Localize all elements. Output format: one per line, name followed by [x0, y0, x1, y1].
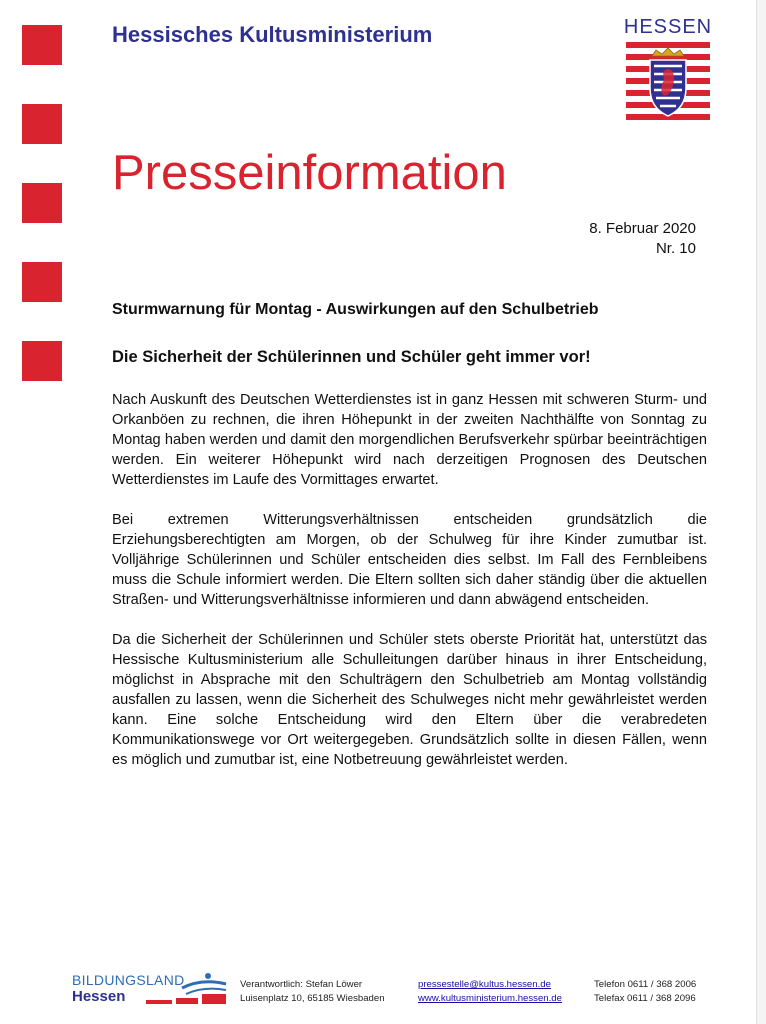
bildungsland-logo — [72, 972, 232, 1008]
responsible-person: Verantwortlich: Stefan Löwer — [240, 979, 363, 990]
paragraph: Da die Sicherheit der Schülerinnen und Schüler stets oberste Priorität hat, unterstützt das Hessische Kultusministerium alle Schulleitungen darüber hinaus in ihrer Entscheidung, möglichst in Absprache mit den Schulträgern den Schulbetrieb am Montag vollständig ausfallen zu lassen, wenn die Sicherheit des Schulweges nicht mehr gewährleistet werden kann. Eine solche Entscheidung wird den Eltern über die verabredeten Kommunikationswege vor Ort weitergegeben. Grundsätzlich sollte in diesen Fällen, wenn es möglich und zumutbar ist, eine Notbetreuung gewährleistet werden. — [112, 632, 707, 768]
footer-contact-person — [240, 978, 385, 1006]
sidebar-red-square — [22, 183, 62, 223]
paragraph: Nach Auskunft des Deutschen Wetterdienstes ist in ganz Hessen mit schweren Sturm- und Orkanböen zu rechnen, die ihren Höhepunkt in der zweiten Nachthälfte von Sonntag zu Montag haben werden und damit den morgendlichen Berufsverkehr spürbar beeinträchtigen werden. Ein weiterer Höhepunkt wird nach derzeitigen Prognosen des Deutschen Wetterdienstes im Laufe des Vormittages erwartet. — [112, 392, 707, 488]
footer — [72, 968, 722, 1008]
hessen-crest-icon — [626, 42, 710, 126]
document-title: Presseinformation — [112, 146, 507, 200]
headline: Sturmwarnung für Montag - Auswirkungen auf den Schulbetrieb — [112, 301, 599, 318]
sidebar-red-square — [22, 25, 62, 65]
ministry-name: Hessisches Kultusministerium — [112, 22, 433, 47]
release-number: Nr. 10 — [655, 240, 696, 257]
sidebar-red-square — [22, 341, 62, 381]
state-name: HESSEN — [623, 16, 713, 38]
fax-number: Telefax 0611 / 368 2096 — [594, 993, 696, 1004]
release-date: 8. Februar 2020 — [589, 220, 696, 237]
email-link[interactable]: pressestelle@kultus.hessen.de — [418, 979, 551, 990]
phone-number: Telefon 0611 / 368 2006 — [594, 979, 697, 990]
footer-phone — [594, 978, 696, 1006]
sidebar-red-square — [22, 262, 62, 302]
release-meta — [589, 219, 696, 259]
paragraph: Bei extremen Witterungsverhältnissen entscheiden grundsätzlich die Erziehungsberechtigten am Morgen, ob der Schulweg für ihre Kinder zumutbar ist. Volljährige Schülerinnen und Schüler entscheiden dies selbst. Im Fall des Fernbleibens muss die Schule informiert werden. Die Eltern sollten sich daher ständig über die aktuellen Straßen- und Witterungsverhältnisse informieren und dann abwägend entscheiden. — [112, 512, 707, 608]
runner-logo-icon — [142, 972, 230, 1006]
subheadline: Die Sicherheit der Schülerinnen und Schüler geht immer vor! — [112, 348, 591, 366]
address: Luisenplatz 10, 65185 Wiesbaden — [240, 993, 385, 1004]
sidebar-red-square — [22, 104, 62, 144]
logo-line-2: Hessen — [72, 988, 126, 1005]
footer-links — [418, 978, 562, 1006]
article-body — [112, 390, 707, 790]
logo-line-1: BILDUNGSLAND — [72, 972, 185, 988]
website-link[interactable]: www.kultusministerium.hessen.de — [418, 993, 562, 1004]
